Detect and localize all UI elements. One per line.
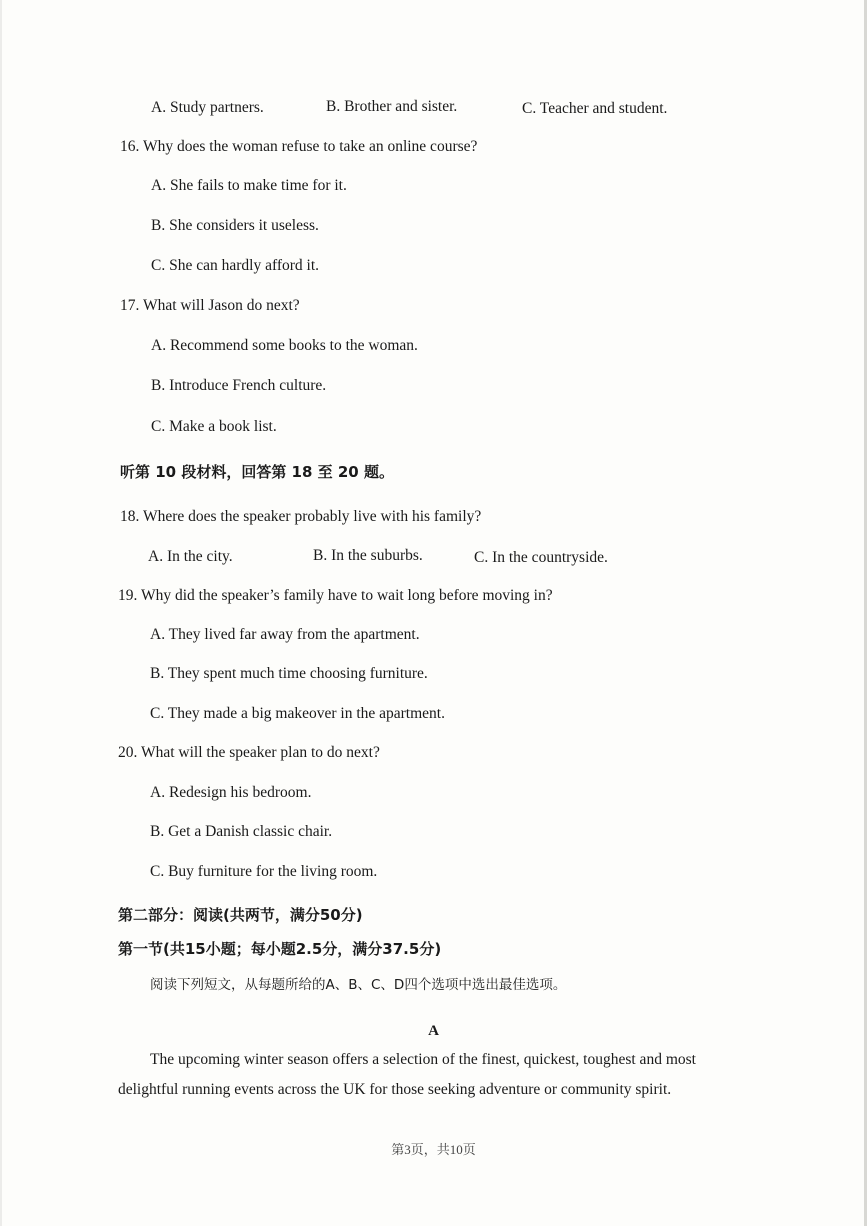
section1-heading: 第一节(共15小题；每小题2.5分，满分37.5分) bbox=[118, 940, 442, 958]
q18-option-b: B. In the suburbs. bbox=[313, 547, 423, 564]
q17-option-b: B. Introduce French culture. bbox=[151, 377, 327, 394]
passage-line-2: delightful running events across the UK for those seeking adventure or community spirit. bbox=[118, 1081, 672, 1098]
scan-edge-left bbox=[0, 0, 2, 1226]
q19-option-c: C. They made a big makeover in the apartment. bbox=[150, 705, 445, 722]
q17-stem: 17. What will Jason do next? bbox=[120, 297, 300, 314]
q20-stem: 20. What will the speaker plan to do next? bbox=[118, 744, 380, 761]
q16-stem: 16. Why does the woman refuse to take an online course? bbox=[120, 138, 478, 155]
passage-line-1: The upcoming winter season offers a selection of the finest, quickest, toughest and most bbox=[150, 1051, 696, 1068]
q17-option-c: C. Make a book list. bbox=[151, 418, 277, 435]
q18-option-a: A. In the city. bbox=[148, 548, 233, 565]
q20-option-a: A. Redesign his bedroom. bbox=[150, 784, 312, 801]
q16-option-b: B. She considers it useless. bbox=[151, 217, 319, 234]
q18-stem: 18. Where does the speaker probably live with his family? bbox=[120, 508, 482, 525]
passage-label: A bbox=[428, 1023, 439, 1039]
q15-option-c: C. Teacher and student. bbox=[522, 100, 668, 117]
q19-stem: 19. Why did the speaker’s family have to wait long before moving in? bbox=[118, 587, 553, 604]
q19-option-a: A. They lived far away from the apartment. bbox=[150, 626, 420, 643]
q15-option-a: A. Study partners. bbox=[151, 99, 264, 116]
q16-option-c: C. She can hardly afford it. bbox=[151, 257, 320, 274]
q20-option-b: B. Get a Danish classic chair. bbox=[150, 823, 333, 840]
q15-option-b: B. Brother and sister. bbox=[326, 98, 458, 115]
q19-option-b: B. They spent much time choosing furniture. bbox=[150, 665, 428, 682]
page-footer: 第3页，共10页 bbox=[391, 1142, 476, 1157]
section10-heading: 听第 10 段材料，回答第 18 至 20 题。 bbox=[120, 463, 394, 481]
q20-option-c: C. Buy furniture for the living room. bbox=[150, 863, 378, 880]
q18-option-c: C. In the countryside. bbox=[474, 549, 608, 566]
part2-heading: 第二部分：阅读(共两节，满分50分) bbox=[118, 906, 363, 924]
q17-option-a: A. Recommend some books to the woman. bbox=[151, 337, 418, 354]
reading-instruction: 阅读下列短文，从每题所给的A、B、C、D四个选项中选出最佳选项。 bbox=[150, 977, 567, 993]
q16-option-a: A. She fails to make time for it. bbox=[151, 177, 347, 194]
